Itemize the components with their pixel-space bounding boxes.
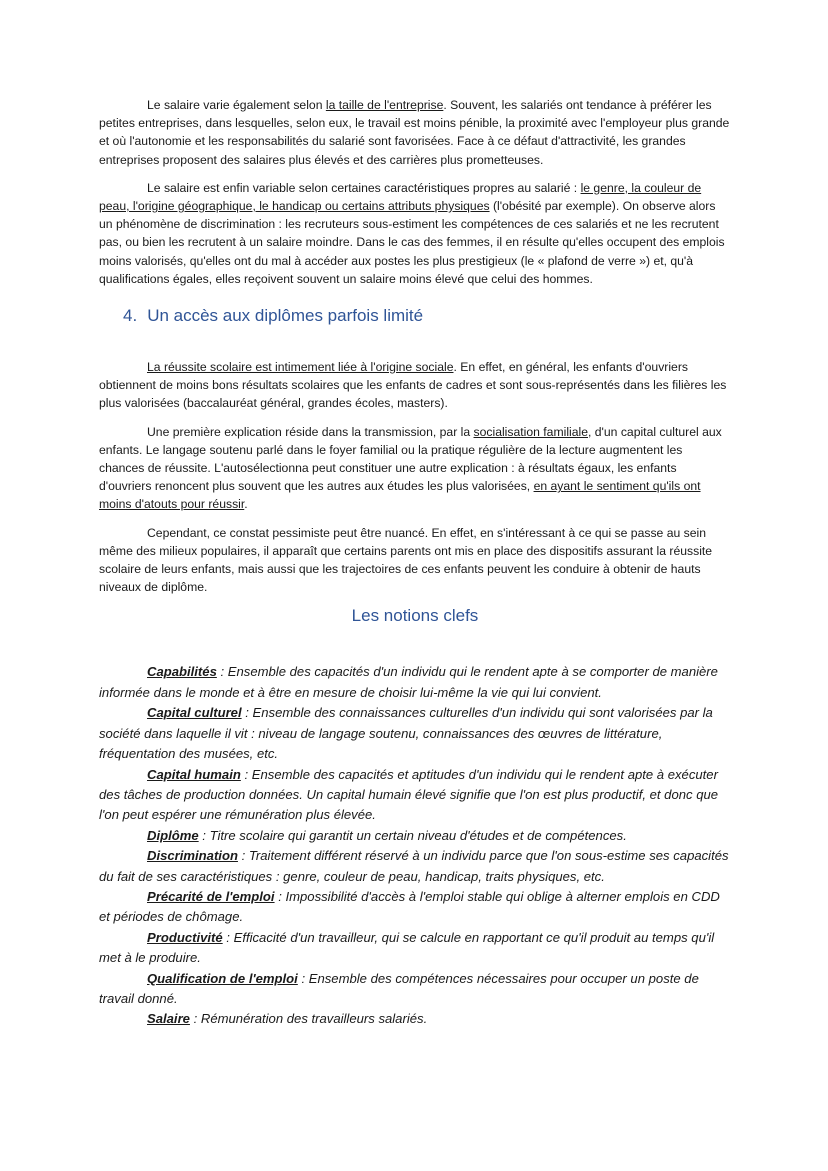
section-number: 4. (123, 306, 138, 326)
glossary-item (99, 969, 731, 1010)
glossary-definition: : Impossibilité d'accès à l'emploi stable qui oblige à alterner emplois en CDD et périodes de chômage. (99, 888, 720, 925)
paragraph-explanation: Une première explication réside dans la transmission, par la socialisation familiale, d'un capital culturel aux enfants. Le langage soutenu parlé dans le foyer familial ou la pratique régulière de la lecture augmentent les chances de réussite. L'autosélectionna peut constituer une autre explication : à résultats égaux, les enfants d'ouvriers renoncent plus souvent que les autres aux études les plus valorisées, en ayant le sentiment qu'ils ont moins d'atouts pour réussir. (99, 424, 722, 512)
paragraph-school-success: La réussite scolaire est intimement liée à l'origine sociale. En effet, en général, les enfants d'ouvriers obtiennent de moins bons résultats scolaires que les enfants de cadres et sont sous-représentés dans les filières les plus valorisées (baccalauréat général, grandes écoles, masters). (99, 360, 727, 411)
glossary-definition: : Ensemble des connaissances culturelles d'un individu qui sont valorisées par la société dans laquelle il vit : niveau de langage soutenu, connaissances des œuvres de littérature, fréquentation des musées, etc. (99, 705, 713, 762)
glossary-definition: : Ensemble des capacités et aptitudes d'un individu qui le rendent apte à exécuter des tâches de production données. Un capital humain élevé signifie que l'on est plus productif, et donc que l'on peut espérer une rémunération plus élevée. (99, 766, 719, 823)
underlined-feeling: en ayant le sentiment qu'ils ont moins d'atouts pour réussir (99, 479, 701, 512)
section-heading-4 (99, 306, 731, 326)
section-title: Un accès aux diplômes parfois limité (147, 306, 424, 326)
underlined-socialisation: socialisation familiale (473, 424, 588, 439)
paragraph-nuance: Cependant, ce constat pessimiste peut être nuancé. En effet, en s'intéressant à ce qui se passe au sein même des milieux populaires, il apparaît que certains parents ont mis en place des dispositifs assurant la réussite scolaire de leurs enfants, mais aussi que les trajectoires de ces enfants peuvent les conduire à obtenir de hauts niveaux de diplôme. (99, 525, 713, 595)
glossary-definition: : Ensemble des capacités d'un individu qui le rendent apte à se comporter de manière informée dans le monde et à être en mesure de choisir lui-même la vie qui lui convient. (99, 664, 718, 700)
glossary-definition: : Efficacité d'un travailleur, qui se calcule en rapportant ce qu'il produit au temps qu'il met à le produire. (99, 929, 715, 966)
glossary-term: Capital culturel (147, 705, 242, 721)
glossary-term: Salaire (147, 1011, 190, 1027)
glossary-term: Précarité de l'emploi (147, 888, 275, 904)
glossary-term: Discrimination (147, 848, 238, 864)
glossary-term: Capital humain (147, 766, 241, 782)
glossary-definition: : Traitement différent réservé à un individu parce que l'on sous-estime ses capacités du fait de ses caractéristiques : genre, couleur de peau, handicap, traits physiques, etc. (99, 848, 729, 884)
glossary-item (99, 1009, 731, 1029)
glossary-item (99, 846, 731, 887)
glossary-item (99, 826, 731, 846)
paragraph-discrimination: Le salaire est enfin variable selon certaines caractéristiques propres au salarié : le genre, la couleur de peau, l'origine géographique, le handicap ou certains attributs physiques (l'obésité par exemple). On observe alors un phénomène de discrimination : les recruteurs sous-estiment les compétences de ces salariés et ne les recrutent pas, ou bien les recrutent à un salaire moindre. Dans le cas des femmes, il en résulte qu'elles occupent des emplois moins valorisés, qu'elles ont du mal à accéder aux postes les plus prestigieux (le « plafond de verre ») et, qu'à qualifications égales, elles reçoivent souvent un salaire moins élevé que celui des hommes. (99, 180, 725, 286)
glossary-item (99, 928, 731, 969)
underlined-company-size: la taille de l'entreprise (325, 98, 444, 112)
glossary-definition: : Titre scolaire qui garantit un certain niveau d'études et de compétences. (198, 827, 627, 843)
glossary-term: Productivité (147, 929, 223, 945)
glossary-item (99, 887, 731, 928)
glossary-item (99, 662, 731, 703)
glossary-definition: : Ensemble des compétences nécessaires pour occuper un poste de travail donné. (99, 970, 699, 1006)
glossary-definition: : Rémunération des travailleurs salariés. (189, 1011, 428, 1027)
glossary-item (99, 703, 731, 764)
glossary-title: Les notions clefs (351, 606, 479, 626)
document-page (99, 96, 731, 1030)
glossary-term: Capabilités (147, 664, 217, 680)
glossary-term: Qualification de l'emploi (147, 970, 298, 986)
glossary-list (99, 662, 731, 1029)
glossary-item (99, 765, 731, 826)
underlined-school-success: La réussite scolaire est intimement liée à l'origine sociale (147, 360, 454, 375)
glossary-term: Diplôme (147, 827, 199, 843)
paragraph-company-size: Le salaire varie également selon la taille de l'entreprise. Souvent, les salariés ont tendance à préférer les petites entreprises, dans lesquelles, selon eux, le travail est moins pénible, la proximité avec l'employeur plus grande et où l'autonomie et les responsabilités du salarié sont favorisées. Face à ce défaut d'attractivité, les grandes entreprises proposent des salaires plus élevés et des carrières plus prometteuses. (99, 98, 730, 167)
underlined-characteristics: le genre, la couleur de peau, l'origine géographique, le handicap ou certains attributs physiques (99, 180, 702, 214)
